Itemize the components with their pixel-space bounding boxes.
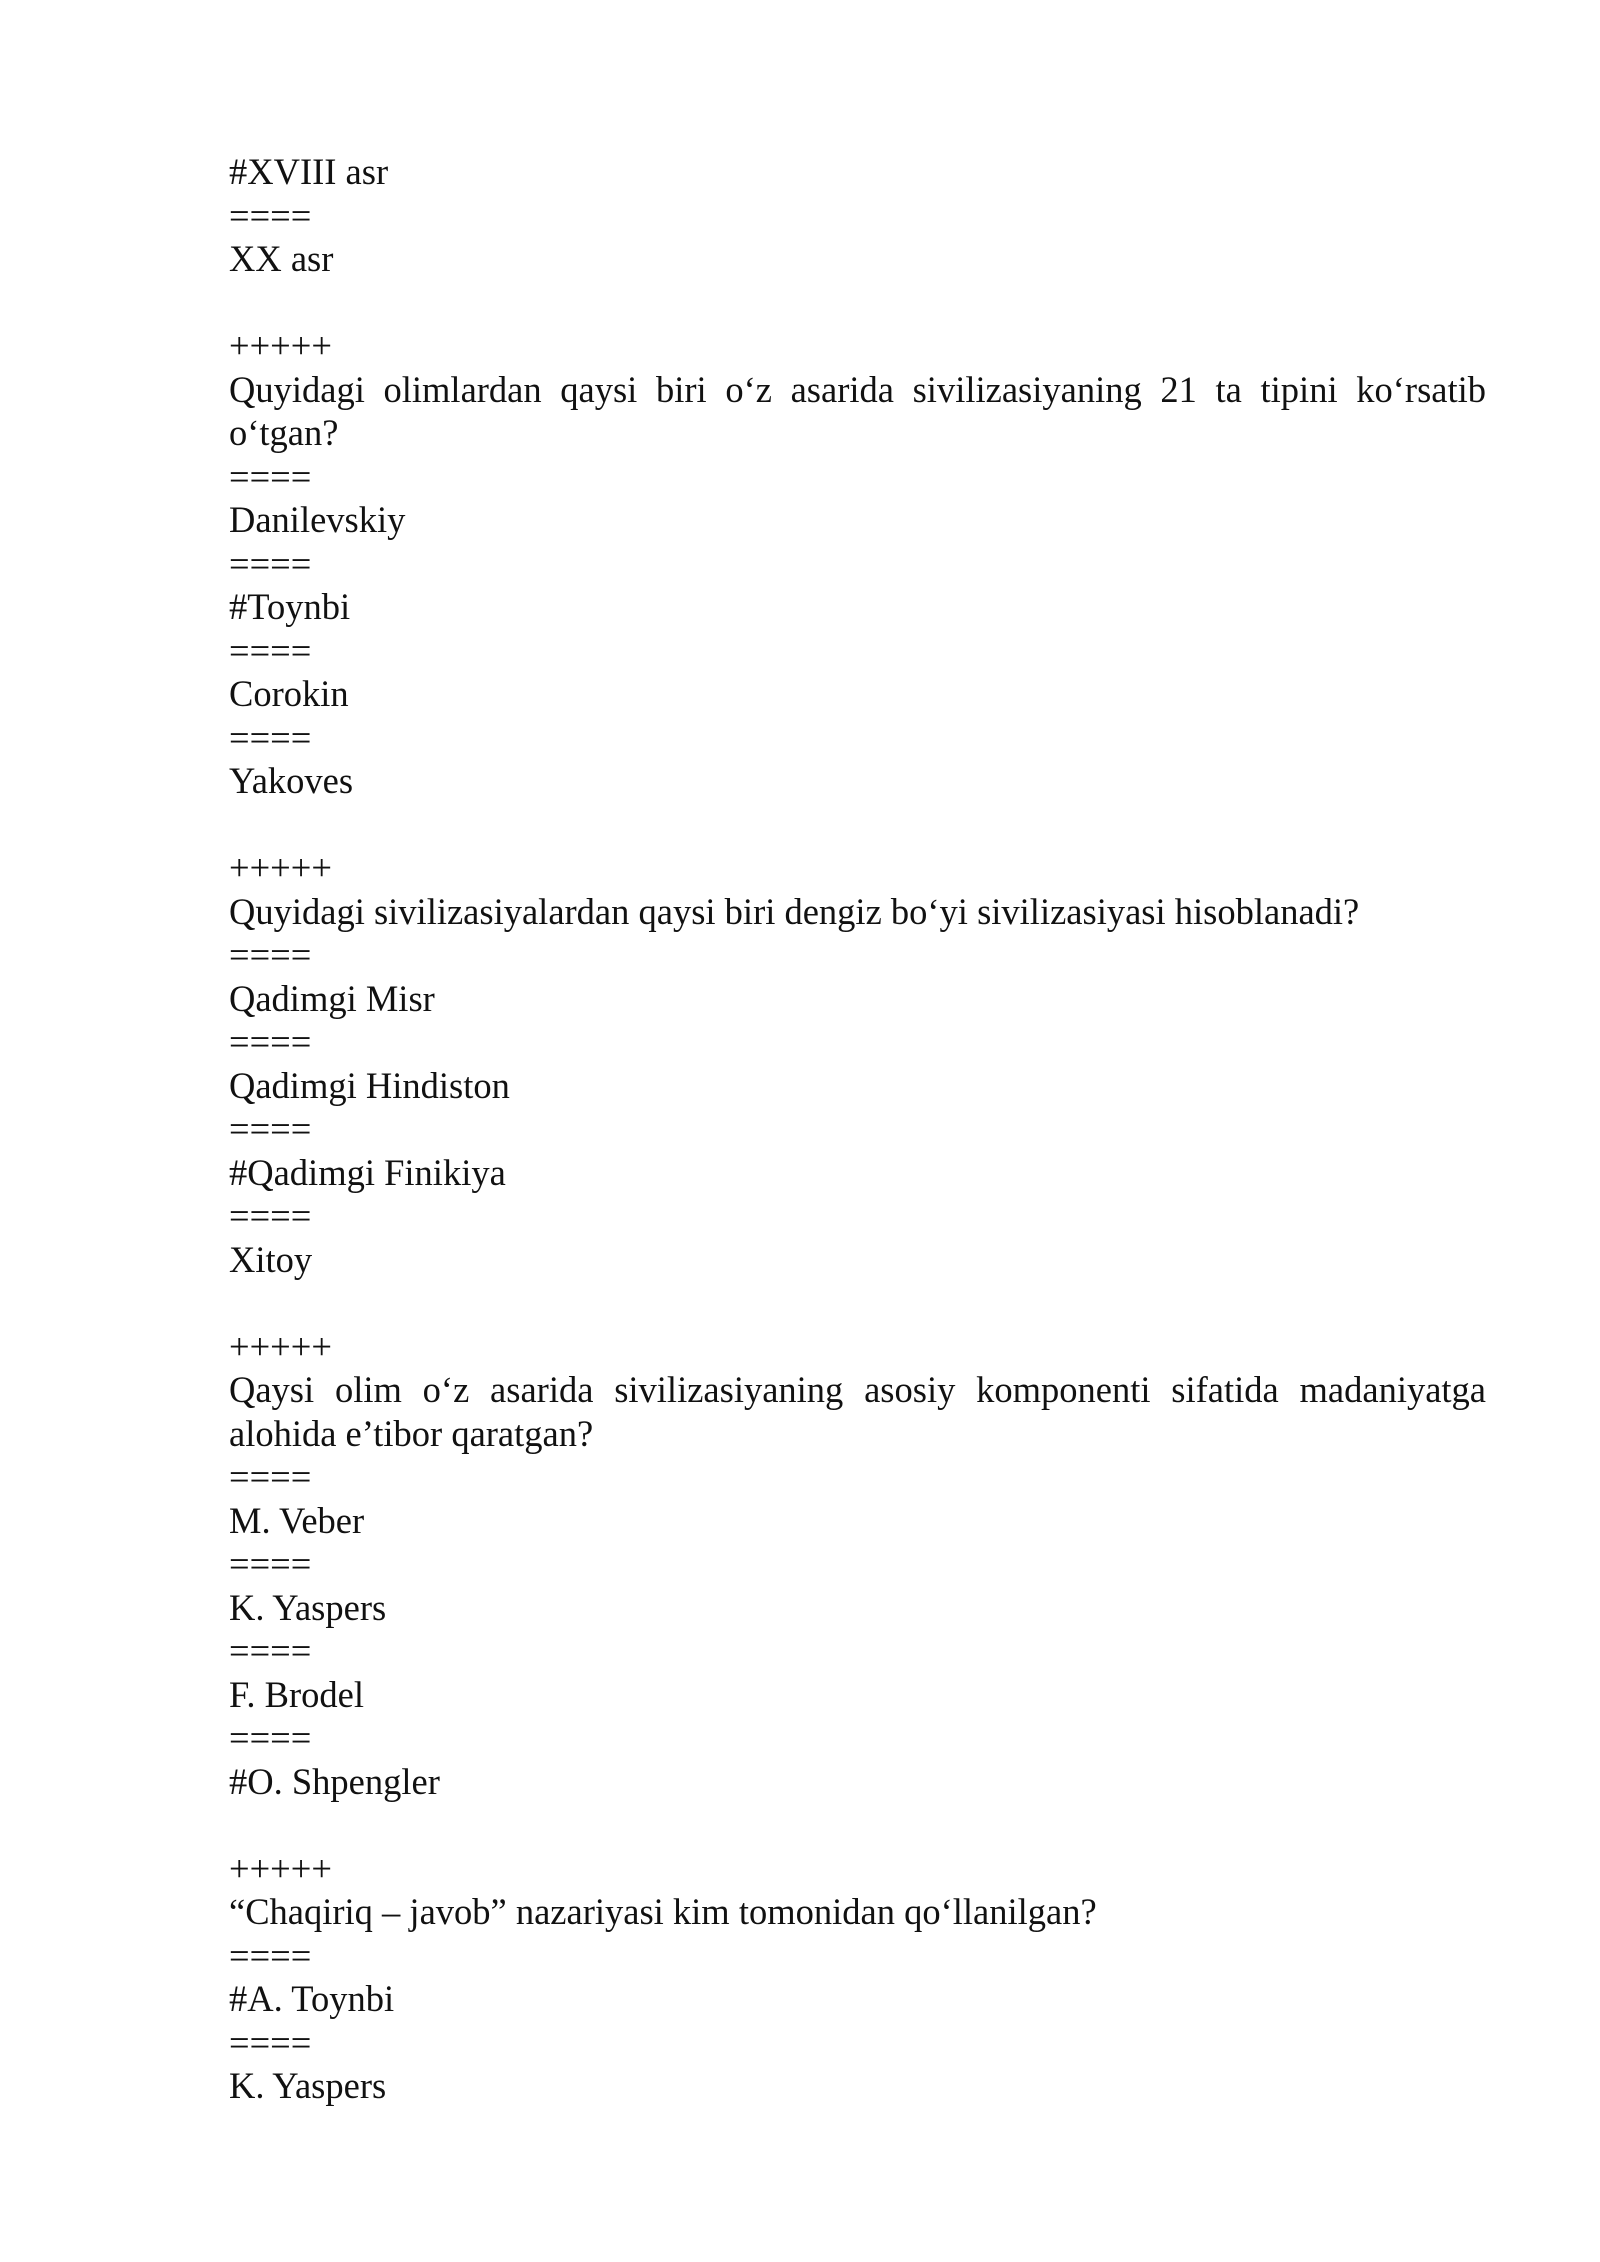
question-separator: +++++	[229, 1325, 332, 1367]
question-separator: +++++	[229, 847, 332, 888]
answer-option: Corokin	[229, 673, 349, 714]
question-text: “Chaqiriq – javob” nazariyasi kim tomonidan qo‘llanilgan?	[229, 1891, 1097, 1932]
answer-option-correct: #O. Shpengler	[229, 1760, 440, 1802]
question-separator: +++++	[229, 1847, 332, 1889]
question-text: Quyidagi sivilizasiyalardan qaysi biri dengiz bo‘yi sivilizasiyasi hisoblanadi?	[229, 890, 1360, 932]
question-block	[229, 1847, 1486, 2108]
answer-option: Yakoves	[229, 760, 354, 801]
option-separator: ====	[229, 1630, 312, 1671]
blank-line	[229, 803, 1486, 847]
answer-option: F. Brodel	[229, 1673, 364, 1715]
question-block	[229, 846, 1486, 1281]
answer-option: Xitoy	[229, 1238, 313, 1280]
option-separator: ====	[229, 2021, 312, 2063]
option-separator: ====	[229, 1108, 312, 1149]
answer-option: K. Yaspers	[229, 2065, 387, 2106]
answer-option: K. Yaspers	[229, 1586, 387, 1628]
question-fragment	[229, 150, 1486, 281]
option-separator: ====	[229, 542, 312, 584]
answer-option-correct: #A. Toynbi	[229, 1978, 395, 2019]
document-content	[229, 150, 1496, 2108]
answer-option: Danilevskiy	[229, 499, 406, 540]
option-separator: ====	[229, 1021, 312, 1062]
answer-option: #XVIII asr	[229, 151, 389, 192]
answer-option: Qadimgi Hindiston	[229, 1064, 510, 1106]
answer-option: XX asr	[229, 238, 334, 279]
question-separator: +++++	[229, 325, 332, 366]
question-block	[229, 1325, 1496, 1804]
option-separator: ====	[229, 1543, 312, 1584]
answer-option: M. Veber	[229, 1499, 365, 1541]
option-separator: ====	[229, 194, 312, 236]
option-separator: ====	[229, 455, 312, 497]
blank-line	[229, 1803, 1486, 1847]
option-separator: ====	[229, 1717, 312, 1758]
answer-option: Qadimgi Misr	[229, 977, 435, 1019]
option-separator: ====	[229, 934, 312, 975]
option-separator: ====	[229, 1456, 312, 1497]
blank-line	[229, 1281, 1486, 1325]
option-separator: ====	[229, 629, 312, 671]
option-separator: ====	[229, 1195, 312, 1236]
question-block	[229, 324, 1496, 803]
answer-option-correct: #Qadimgi Finikiya	[229, 1151, 506, 1193]
option-separator: ====	[229, 716, 312, 758]
answer-option-correct: #Toynbi	[229, 586, 351, 627]
question-text: Quyidagi olimlardan qaysi biri o‘z asarida sivilizasiyaning 21 ta tipini ko‘rsatib o‘tgan?	[229, 368, 1496, 453]
option-separator: ====	[229, 1934, 312, 1976]
blank-line	[229, 281, 1486, 325]
question-text: Qaysi olim o‘z asarida sivilizasiyaning asosiy komponenti sifatida madaniyatga alohida e’tibor qaratgan?	[229, 1369, 1496, 1454]
